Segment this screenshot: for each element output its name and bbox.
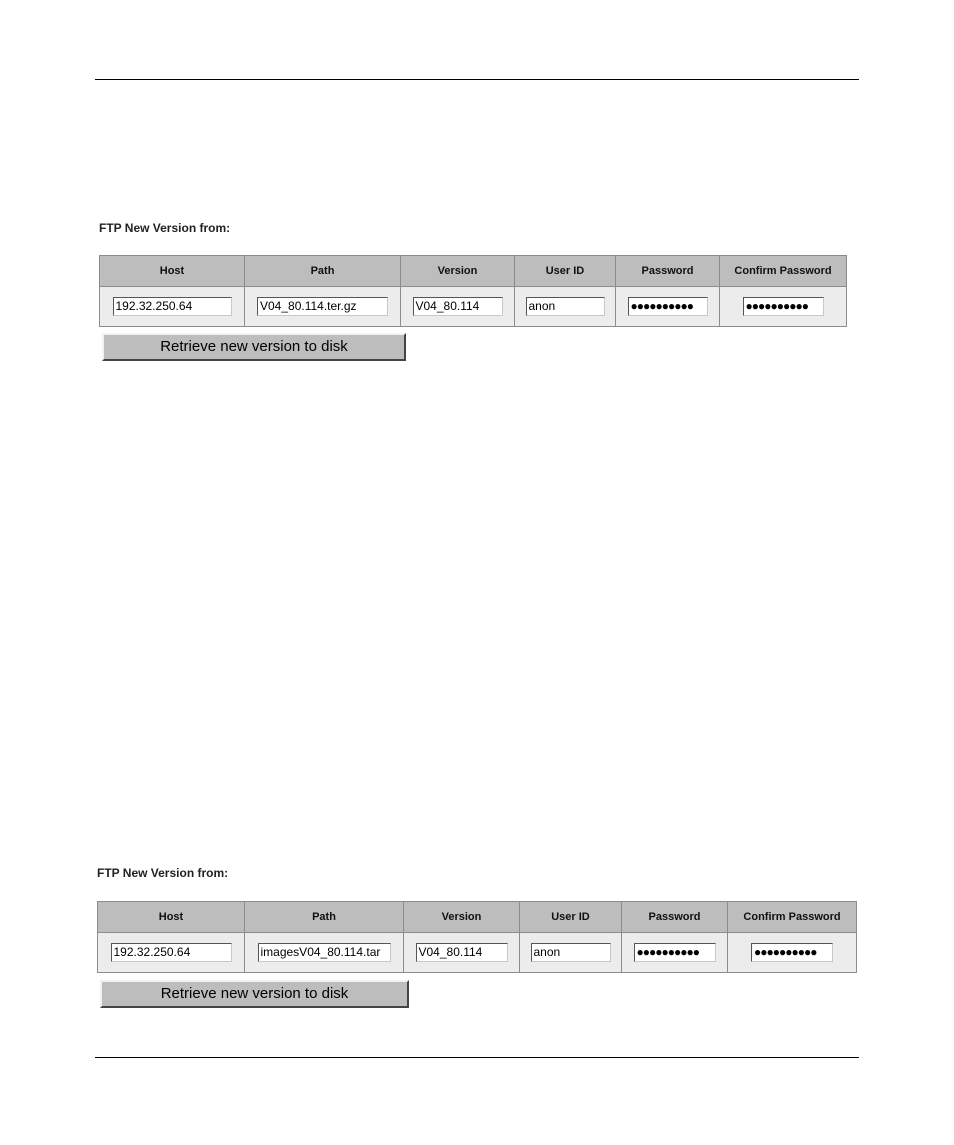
path-input[interactable]: V04_80.114.ter.gz [257,297,388,316]
cell-password [616,287,720,327]
cell-path [245,933,404,973]
bottom-rule [95,1057,859,1058]
cell-confirm-password [728,933,857,973]
header-user-id: User ID [520,902,622,933]
header-path: Path [245,256,401,287]
header-user-id: User ID [515,256,616,287]
form-title: FTP New Version from: [97,866,229,880]
form-title: FTP New Version from: [99,221,231,235]
table-header-row [98,902,857,933]
cell-user-id [520,933,622,973]
table-row [98,933,857,973]
path-input[interactable]: imagesV04_80.114.tar [258,943,391,962]
host-input[interactable]: 192.32.250.64 [113,297,232,316]
version-input[interactable]: V04_80.114 [416,943,508,962]
ftp-table-1 [99,255,847,327]
password-input[interactable]: ●●●●●●●●●● [634,943,716,962]
user-id-input[interactable]: anon [531,943,611,962]
header-version: Version [404,902,520,933]
host-input[interactable]: 192.32.250.64 [111,943,232,962]
version-input[interactable]: V04_80.114 [413,297,503,316]
cell-host [100,287,245,327]
table-row [100,287,847,327]
table-header-row [100,256,847,287]
header-host: Host [100,256,245,287]
retrieve-button-2[interactable]: Retrieve new version to disk [100,980,409,1008]
cell-confirm-password [720,287,847,327]
header-version: Version [401,256,515,287]
cell-user-id [515,287,616,327]
header-host: Host [98,902,245,933]
header-confirm-password: Confirm Password [720,256,847,287]
retrieve-button-1[interactable]: Retrieve new version to disk [102,333,406,361]
cell-version [404,933,520,973]
cell-host [98,933,245,973]
header-password: Password [622,902,728,933]
ftp-table-2 [97,901,857,973]
user-id-input[interactable]: anon [526,297,605,316]
confirm-password-input[interactable]: ●●●●●●●●●● [751,943,833,962]
cell-password [622,933,728,973]
header-confirm-password: Confirm Password [728,902,857,933]
password-input[interactable]: ●●●●●●●●●● [628,297,708,316]
header-path: Path [245,902,404,933]
cell-path [245,287,401,327]
top-rule [95,79,859,80]
confirm-password-input[interactable]: ●●●●●●●●●● [743,297,824,316]
header-password: Password [616,256,720,287]
cell-version [401,287,515,327]
